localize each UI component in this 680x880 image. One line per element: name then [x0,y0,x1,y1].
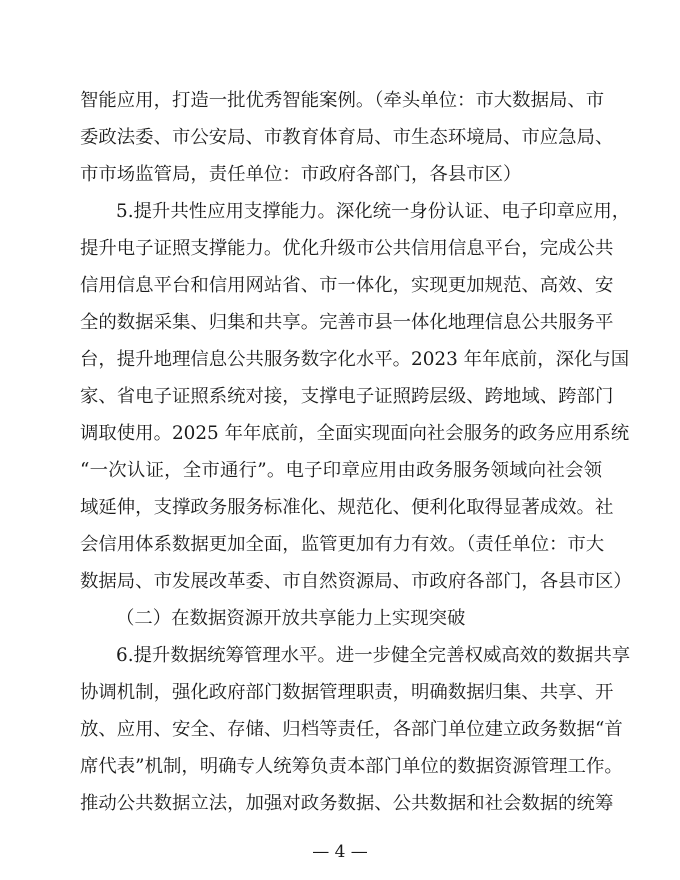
text-line: 智能应用，打造一批优秀智能案例。（牵头单位：市大数据局、市 [80,90,605,111]
text-line: 会信用体系数据更加全面，监管更加有力有效。（责任单位：市大 [80,534,605,555]
text-line: 台，提升地理信息公共服务数字化水平。2023 年年底前，深化与国 [80,349,630,370]
text-line: 域延伸，支撑政务服务标准化、规范化、便利化取得显著成效。社 [80,497,614,518]
text-line: 调取使用。2025 年年底前，全面实现面向社会服务的政务应用系统 [80,423,630,444]
text-line: 委政法委、市公安局、市教育体育局、市生态环境局、市应急局、 [80,127,614,148]
text-line: 市市场监管局，责任单位：市政府各部门，各县市区） [80,164,522,185]
text-line: 放、应用、安全、存储、归档等责任，各部门单位建立政务数据“首 [80,719,623,740]
text-line: 协调机制，强化政府部门数据管理职责，明确数据归集、共享、开 [80,682,614,703]
text-line: 5.提升共性应用支撑能力。深化统一身份认证、电子印章应用， [116,201,631,222]
text-line: 全的数据采集、归集和共享。完善市县一体化地理信息公共服务平 [80,312,614,333]
document-body [80,82,632,822]
page-number: — 4 — [312,842,368,862]
text-line: （二）在数据资源开放共享能力上实现突破 [116,608,466,629]
text-line: 信用信息平台和信用网站省、市一体化，实现更加规范、高效、安 [80,275,614,296]
text-line: 6.提升数据统筹管理水平。进一步健全完善权威高效的数据共享 [116,645,631,666]
text-line: “一次认证，全市通行”。电子印章应用由政务服务领域向社会领 [80,460,602,481]
text-line: 提升电子证照支撑能力。优化升级市公共信用信息平台，完成公共 [80,238,614,259]
text-line: 席代表”机制，明确专人统筹负责本部门单位的数据资源管理工作。 [80,756,623,777]
text-line: 推动公共数据立法，加强对政务数据、公共数据和社会数据的统筹 [80,793,614,814]
text-line: 家、省电子证照系统对接，支撑电子证照跨层级、跨地域、跨部门 [80,386,614,407]
text-line: 数据局、市发展改革委、市自然资源局、市政府各部门，各县市区） [80,571,632,592]
